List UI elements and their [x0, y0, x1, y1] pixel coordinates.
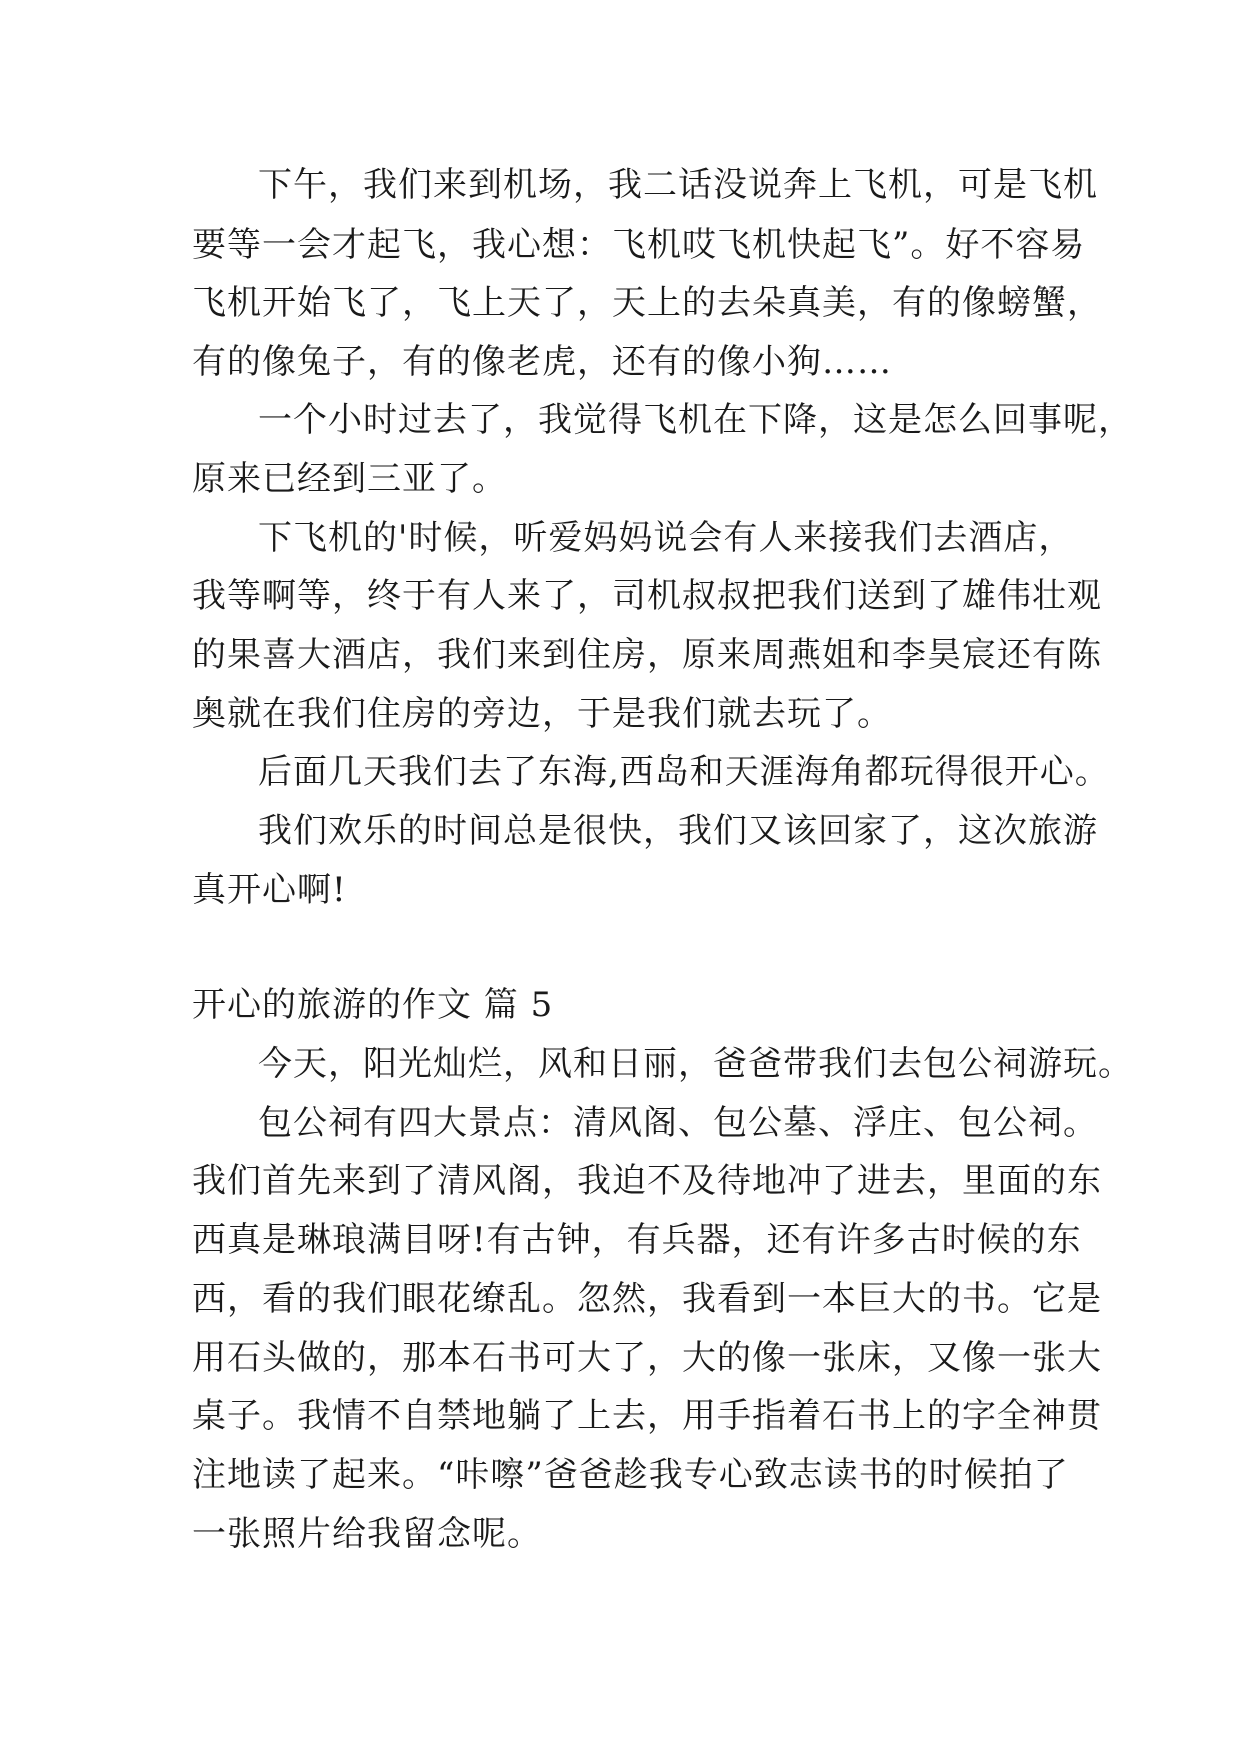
paragraph-line: 包公祠有四大景点：清风阁、包公墓、浮庄、包公祠。 [258, 1103, 1098, 1143]
paragraph-line: 后面几天我们去了东海,西岛和天涯海角都玩得很开心。 [258, 752, 1110, 792]
paragraph-line: 一个小时过去了，我觉得飞机在下降，这是怎么回事呢， [258, 400, 1133, 440]
paragraph-line: 我等啊等，终于有人来了，司机叔叔把我们送到了雄伟壮观 [192, 576, 1102, 616]
paragraph-line: 用石头做的，那本石书可大了，大的像一张床，又像一张大 [192, 1338, 1102, 1378]
paragraph-line: 要等一会才起飞，我心想：飞机哎飞机快起飞”。好不容易 [192, 225, 1086, 265]
paragraph-line: 我们首先来到了清风阁，我迫不及待地冲了进去，里面的东 [192, 1161, 1102, 1201]
paragraph-line: 的果喜大酒店，我们来到住房，原来周燕姐和李昊宸还有陈 [192, 635, 1102, 675]
paragraph-line: 一张照片给我留念呢。 [192, 1514, 542, 1554]
paragraph-line: 西，看的我们眼花缭乱。忽然，我看到一本巨大的书。它是 [192, 1279, 1102, 1319]
paragraph-line: 有的像兔子，有的像老虎，还有的像小狗…… [192, 342, 892, 382]
paragraph-line: 奥就在我们住房的旁边，于是我们就去玩了。 [192, 694, 892, 734]
paragraph-line: 原来已经到三亚了。 [192, 459, 507, 499]
paragraph-line: 飞机开始飞了，飞上天了，天上的去朵真美，有的像螃蟹， [192, 283, 1102, 323]
paragraph-line: 桌子。我情不自禁地躺了上去，用手指着石书上的字全神贯 [192, 1396, 1102, 1436]
paragraph-line: 今天，阳光灿烂，风和日丽，爸爸带我们去包公祠游玩。 [258, 1044, 1133, 1084]
paragraph-line: 西真是琳琅满目呀!有古钟，有兵器，还有许多古时候的东 [192, 1220, 1082, 1260]
paragraph-line: 注地读了起来。“咔嚓”爸爸趁我专心致志读书的时候拍了 [192, 1455, 1069, 1495]
section-heading: 开心的旅游的作文 篇 5 [192, 985, 554, 1025]
paragraph-line: 我们欢乐的时间总是很快，我们又该回家了，这次旅游 [258, 811, 1098, 851]
paragraph-line: 下飞机的'时候，听爱妈妈说会有人来接我们去酒店， [258, 518, 1074, 558]
paragraph-line: 下午，我们来到机场，我二话没说奔上飞机，可是飞机 [258, 165, 1098, 205]
paragraph-line: 真开心啊! [192, 870, 347, 910]
